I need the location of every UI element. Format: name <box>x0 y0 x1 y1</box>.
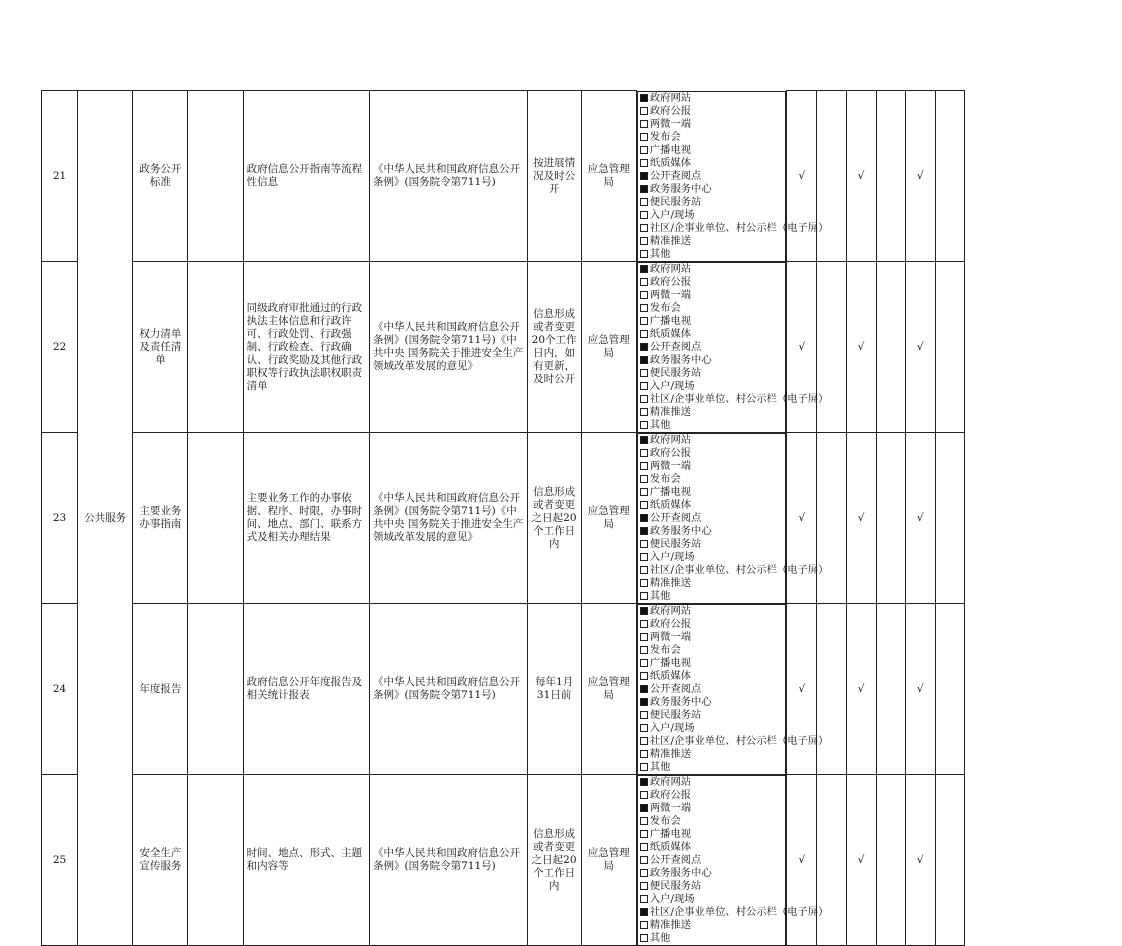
unchecked-box-icon <box>640 488 648 496</box>
channel-option <box>640 802 710 815</box>
basis-cell: 《中华人民共和国政府信息公开条例》(国务院令第711号) <box>370 775 528 946</box>
channel-label: 政府网站 <box>649 433 692 446</box>
channel-label: 纸质媒体 <box>649 669 692 682</box>
unchecked-box-icon <box>640 501 648 509</box>
row-number: 21 <box>42 91 78 262</box>
content-cell: 主要业务工作的办事依据、程序、时限，办事时间、地点、部门、联系方式及相关办理结果 <box>243 433 369 604</box>
unchecked-box-icon <box>640 553 648 561</box>
unchecked-box-icon <box>640 750 648 758</box>
channel-option <box>640 551 718 564</box>
check-mark <box>935 91 964 262</box>
channel-label: 发布会 <box>649 643 681 656</box>
unchecked-box-icon <box>640 250 648 258</box>
channel-option <box>640 563 829 577</box>
channel-label: 广播电视 <box>649 656 692 669</box>
unchecked-box-icon <box>640 291 648 299</box>
checked-box-icon <box>640 698 648 706</box>
channel-label: 公开查阅点 <box>649 169 702 182</box>
channel-label: 两微一端 <box>649 630 692 643</box>
unchecked-box-icon <box>640 395 648 403</box>
channel-option <box>640 815 718 828</box>
department: 应急管理局 <box>581 604 636 775</box>
channel-option <box>640 170 710 183</box>
channel-label: 社区/企事业单位、村公示栏（电子屏） <box>649 563 829 576</box>
check-mark: √ <box>787 262 817 433</box>
item-name: 安全生产宣传服务 <box>133 775 188 946</box>
channel-option <box>640 880 710 893</box>
unchecked-box-icon <box>640 408 648 416</box>
channel-label: 政府公报 <box>649 446 692 459</box>
checked-box-icon <box>640 804 648 812</box>
channel-option <box>640 657 710 670</box>
check-mark <box>817 604 846 775</box>
check-mark: √ <box>905 604 935 775</box>
category-cell: 公共服务 <box>78 91 133 946</box>
channel-option <box>640 577 710 590</box>
check-mark <box>935 775 964 946</box>
channel-option <box>640 434 710 447</box>
channel-label: 公开查阅点 <box>649 511 702 524</box>
item-name: 权力清单及责任清单 <box>133 262 188 433</box>
row-number: 25 <box>42 775 78 946</box>
unchecked-box-icon <box>640 843 648 851</box>
channel-option <box>640 919 710 932</box>
channel-label: 广播电视 <box>649 314 692 327</box>
channel-label: 纸质媒体 <box>649 498 692 511</box>
unchecked-box-icon <box>640 159 648 167</box>
channel-label: 两微一端 <box>649 801 692 814</box>
checked-box-icon <box>640 514 648 522</box>
channel-option <box>640 473 718 486</box>
check-mark: √ <box>905 775 935 946</box>
check-mark: √ <box>905 91 935 262</box>
channel-option <box>640 605 710 618</box>
check-mark <box>935 604 964 775</box>
unchecked-box-icon <box>640 462 648 470</box>
unchecked-box-icon <box>640 198 648 206</box>
channel-option <box>640 289 710 302</box>
channel-label: 精准推送 <box>649 747 692 760</box>
channel-option <box>640 499 718 512</box>
item-name: 主要业务办事指南 <box>133 433 188 604</box>
channel-label: 社区/企事业单位、村公示栏（电子屏） <box>649 734 829 747</box>
channel-option <box>640 867 718 880</box>
channel-option <box>640 406 710 419</box>
channel-option <box>640 131 718 144</box>
channel-label: 纸质媒体 <box>649 840 692 853</box>
channel-option <box>640 905 829 919</box>
unchecked-box-icon <box>640 592 648 600</box>
channel-label: 精准推送 <box>649 405 692 418</box>
unchecked-box-icon <box>640 107 648 115</box>
subitem <box>188 604 243 775</box>
time-limit: 信息形成或者变更之日起20个工作日内 <box>527 433 581 604</box>
channel-label: 社区/企事业单位、村公示栏（电子屏） <box>649 221 829 234</box>
time-limit: 每年1月31日前 <box>527 604 581 775</box>
channel-option <box>640 709 710 722</box>
channel-label: 其他 <box>649 931 671 944</box>
check-mark <box>876 775 905 946</box>
channel-label: 广播电视 <box>649 485 692 498</box>
unchecked-box-icon <box>640 895 648 903</box>
unchecked-box-icon <box>640 330 648 338</box>
subitem <box>188 433 243 604</box>
check-mark: √ <box>846 604 876 775</box>
check-mark: √ <box>787 91 817 262</box>
basis-cell: 《中华人民共和国政府信息公开条例》(国务院令第711号) <box>370 91 528 262</box>
channel-option <box>640 486 710 499</box>
check-mark: √ <box>846 775 876 946</box>
check-mark <box>817 262 846 433</box>
table-row <box>42 604 965 775</box>
channel-option <box>640 183 718 196</box>
channel-list <box>637 775 829 946</box>
channel-option <box>640 761 718 774</box>
channel-label: 其他 <box>649 418 671 431</box>
department: 应急管理局 <box>581 775 636 946</box>
channel-option <box>640 932 718 945</box>
channel-option <box>640 105 718 118</box>
channel-option <box>640 447 718 460</box>
channel-option <box>640 893 718 906</box>
channel-option <box>640 631 710 644</box>
channel-option <box>640 118 710 131</box>
channel-option <box>640 392 829 406</box>
channel-option <box>640 276 718 289</box>
checked-box-icon <box>640 185 648 193</box>
department: 应急管理局 <box>581 262 636 433</box>
channel-label: 广播电视 <box>649 143 692 156</box>
channel-option <box>640 328 718 341</box>
item-name: 政务公开标准 <box>133 91 188 262</box>
channel-label: 精准推送 <box>649 918 692 931</box>
channel-label: 政务服务中心 <box>649 866 712 879</box>
channel-option <box>640 590 718 603</box>
checked-box-icon <box>640 265 648 273</box>
table-row <box>42 775 965 946</box>
unchecked-box-icon <box>640 763 648 771</box>
channel-label: 其他 <box>649 247 671 260</box>
channel-label: 入户/现场 <box>649 379 695 392</box>
check-mark <box>876 91 905 262</box>
channel-label: 政务服务中心 <box>649 524 712 537</box>
channel-label: 政府网站 <box>649 604 692 617</box>
table-row <box>42 262 965 433</box>
channel-label: 公开查阅点 <box>649 853 702 866</box>
channel-option <box>640 525 718 538</box>
checked-box-icon <box>640 908 648 916</box>
unchecked-box-icon <box>640 869 648 877</box>
unchecked-box-icon <box>640 540 648 548</box>
time-limit: 按进展情况及时公开 <box>527 91 581 262</box>
basis-cell: 《中华人民共和国政府信息公开条例》(国务院令第711号)《中共中央 国务院关于推进安全生产领域改革发展的意见》 <box>370 433 528 604</box>
channel-label: 其他 <box>649 589 671 602</box>
channel-option <box>640 776 710 789</box>
check-mark: √ <box>905 433 935 604</box>
channel-option <box>640 367 710 380</box>
unchecked-box-icon <box>640 737 648 745</box>
subitem <box>188 91 243 262</box>
channel-option <box>640 618 718 631</box>
channel-option <box>640 248 718 261</box>
channel-label: 精准推送 <box>649 234 692 247</box>
unchecked-box-icon <box>640 133 648 141</box>
channel-option <box>640 419 718 432</box>
unchecked-box-icon <box>640 921 648 929</box>
unchecked-box-icon <box>640 382 648 390</box>
unchecked-box-icon <box>640 224 648 232</box>
check-mark <box>876 433 905 604</box>
channel-label: 两微一端 <box>649 459 692 472</box>
channel-option <box>640 341 710 354</box>
content-cell: 时间、地点、形式、主题和内容等 <box>243 775 369 946</box>
unchecked-box-icon <box>640 633 648 641</box>
channel-label: 入户/现场 <box>649 892 695 905</box>
channel-label: 纸质媒体 <box>649 156 692 169</box>
channel-label: 政府公报 <box>649 788 692 801</box>
item-name: 年度报告 <box>133 604 188 775</box>
channel-option <box>640 748 710 761</box>
channel-label: 政务服务中心 <box>649 695 712 708</box>
channel-option <box>640 235 710 248</box>
checked-box-icon <box>640 172 648 180</box>
basis-cell: 《中华人民共和国政府信息公开条例》(国务院令第711号) <box>370 604 528 775</box>
check-mark <box>935 262 964 433</box>
unchecked-box-icon <box>640 146 648 154</box>
unchecked-box-icon <box>640 211 648 219</box>
channel-option <box>640 854 710 867</box>
checked-box-icon <box>640 356 648 364</box>
unchecked-box-icon <box>640 278 648 286</box>
channel-list <box>637 91 829 262</box>
channel-label: 公开查阅点 <box>649 340 702 353</box>
table-row <box>42 91 965 262</box>
channel-option <box>640 315 710 328</box>
checked-box-icon <box>640 607 648 615</box>
check-mark: √ <box>846 91 876 262</box>
subitem <box>188 775 243 946</box>
checked-box-icon <box>640 527 648 535</box>
channel-label: 政府网站 <box>649 775 692 788</box>
unchecked-box-icon <box>640 317 648 325</box>
checked-box-icon <box>640 778 648 786</box>
channel-label: 政务服务中心 <box>649 182 712 195</box>
checked-box-icon <box>640 343 648 351</box>
channel-label: 入户/现场 <box>649 721 695 734</box>
unchecked-box-icon <box>640 120 648 128</box>
channel-label: 政务服务中心 <box>649 353 712 366</box>
channel-label: 发布会 <box>649 472 681 485</box>
check-mark: √ <box>846 262 876 433</box>
channel-option <box>640 263 710 276</box>
channel-option <box>640 144 710 157</box>
unchecked-box-icon <box>640 830 648 838</box>
channel-option <box>640 221 829 235</box>
disclosure-table <box>41 90 965 946</box>
channel-label: 政府公报 <box>649 275 692 288</box>
channel-option <box>640 841 718 854</box>
check-mark <box>817 91 846 262</box>
channel-label: 便民服务站 <box>649 879 702 892</box>
channel-option <box>640 696 718 709</box>
channel-label: 便民服务站 <box>649 537 702 550</box>
check-mark <box>817 433 846 604</box>
channel-label: 社区/企事业单位、村公示栏（电子屏） <box>649 905 829 918</box>
channel-label: 便民服务站 <box>649 195 702 208</box>
check-mark <box>935 433 964 604</box>
unchecked-box-icon <box>640 646 648 654</box>
channel-option <box>640 380 718 393</box>
basis-cell: 《中华人民共和国政府信息公开条例》(国务院令第711号)《中共中央 国务院关于推进安全生产领域改革发展的意见》 <box>370 262 528 433</box>
channel-list <box>637 433 829 604</box>
unchecked-box-icon <box>640 659 648 667</box>
check-mark <box>817 775 846 946</box>
check-mark: √ <box>787 604 817 775</box>
time-limit: 信息形成或者变更之日起20个工作日内 <box>527 775 581 946</box>
channel-option <box>640 302 718 315</box>
content-cell: 政府信息公开年度报告及相关统计报表 <box>243 604 369 775</box>
checked-box-icon <box>640 94 648 102</box>
channel-option <box>640 460 710 473</box>
unchecked-box-icon <box>640 579 648 587</box>
unchecked-box-icon <box>640 817 648 825</box>
channel-label: 便民服务站 <box>649 366 702 379</box>
channel-option <box>640 209 718 222</box>
channel-label: 政府公报 <box>649 104 692 117</box>
channel-label: 入户/现场 <box>649 550 695 563</box>
check-mark: √ <box>787 433 817 604</box>
channel-list <box>637 262 829 433</box>
unchecked-box-icon <box>640 791 648 799</box>
channel-label: 政府网站 <box>649 262 692 275</box>
unchecked-box-icon <box>640 856 648 864</box>
channel-option <box>640 157 718 170</box>
channel-option <box>640 538 710 551</box>
content-cell: 同级政府审批通过的行政执法主体信息和行政许可、行政处罚、行政强制、行政检查、行政确认、行政奖励及其他行政职权等行政执法职权职责清单 <box>243 262 369 433</box>
channel-label: 两微一端 <box>649 288 692 301</box>
unchecked-box-icon <box>640 237 648 245</box>
subitem <box>188 262 243 433</box>
channel-option <box>640 722 718 735</box>
row-number: 22 <box>42 262 78 433</box>
unchecked-box-icon <box>640 724 648 732</box>
content-cell: 政府信息公开指南等流程性信息 <box>243 91 369 262</box>
channel-option <box>640 196 710 209</box>
channel-option <box>640 354 718 367</box>
unchecked-box-icon <box>640 934 648 942</box>
unchecked-box-icon <box>640 369 648 377</box>
unchecked-box-icon <box>640 566 648 574</box>
unchecked-box-icon <box>640 421 648 429</box>
unchecked-box-icon <box>640 882 648 890</box>
channel-option <box>640 644 718 657</box>
channel-option <box>640 789 718 802</box>
channel-label: 纸质媒体 <box>649 327 692 340</box>
channel-label: 两微一端 <box>649 117 692 130</box>
time-limit: 信息形成或者变更20个工作日内，如有更新，及时公开 <box>527 262 581 433</box>
channel-option <box>640 92 710 105</box>
channel-label: 公开查阅点 <box>649 682 702 695</box>
checked-box-icon <box>640 436 648 444</box>
channel-label: 入户/现场 <box>649 208 695 221</box>
table-row <box>42 433 965 604</box>
unchecked-box-icon <box>640 475 648 483</box>
unchecked-box-icon <box>640 620 648 628</box>
check-mark: √ <box>905 262 935 433</box>
channel-label: 广播电视 <box>649 827 692 840</box>
channel-option <box>640 512 710 525</box>
department: 应急管理局 <box>581 433 636 604</box>
check-mark <box>876 604 905 775</box>
unchecked-box-icon <box>640 449 648 457</box>
check-mark: √ <box>787 775 817 946</box>
channel-label: 发布会 <box>649 301 681 314</box>
channel-option <box>640 683 710 696</box>
unchecked-box-icon <box>640 672 648 680</box>
channel-option <box>640 828 710 841</box>
unchecked-box-icon <box>640 711 648 719</box>
unchecked-box-icon <box>640 304 648 312</box>
channel-label: 发布会 <box>649 130 681 143</box>
channel-label: 社区/企事业单位、村公示栏（电子屏） <box>649 392 829 405</box>
checked-box-icon <box>640 685 648 693</box>
channel-label: 便民服务站 <box>649 708 702 721</box>
channel-label: 政府网站 <box>649 91 692 104</box>
channel-label: 其他 <box>649 760 671 773</box>
department: 应急管理局 <box>581 91 636 262</box>
channel-label: 发布会 <box>649 814 681 827</box>
channel-option <box>640 670 718 683</box>
channel-label: 精准推送 <box>649 576 692 589</box>
check-mark: √ <box>846 433 876 604</box>
channel-list <box>637 604 829 775</box>
check-mark <box>876 262 905 433</box>
row-number: 24 <box>42 604 78 775</box>
row-number: 23 <box>42 433 78 604</box>
channel-option <box>640 734 829 748</box>
channel-label: 政府公报 <box>649 617 692 630</box>
